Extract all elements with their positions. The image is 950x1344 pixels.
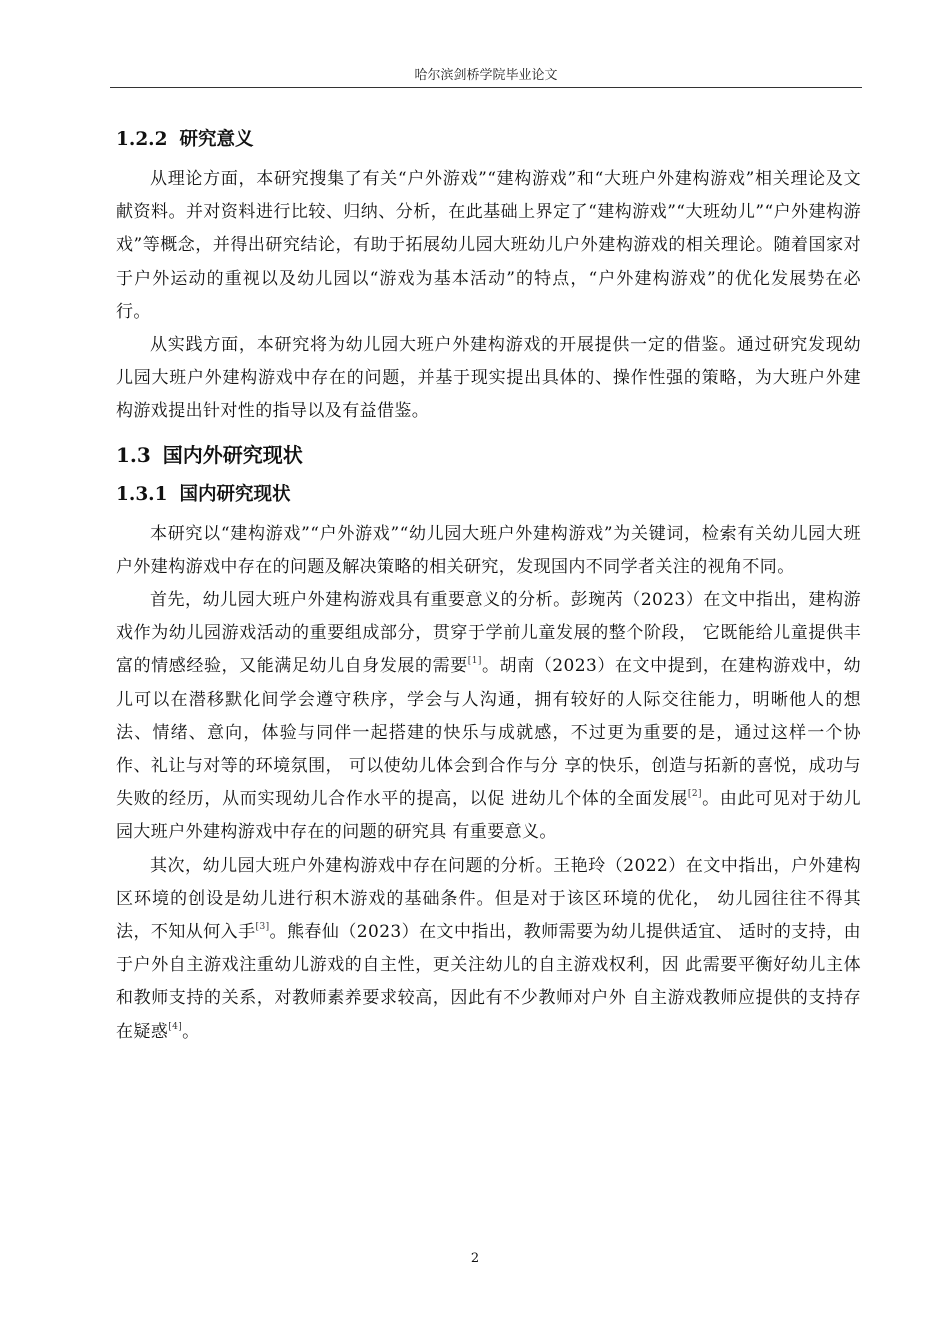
- running-header: 哈尔滨剑桥学院毕业论文: [414, 68, 558, 83]
- paragraph-keywords: 本研究以“建构游戏”“户外游戏”“幼儿园大班户外建构游戏”为关键词，检索有关幼儿园大班户外建构游戏中存在的问题及解决策略的相关研究，发现国内不同学者关注的视角不同。: [116, 523, 861, 577]
- text-run: 。由此可见对于幼儿园大班户外建构游戏中存在的问题的研究具 有重要意义。: [116, 789, 861, 843]
- citation-ref-2[interactable]: [2]: [687, 789, 702, 800]
- paragraph-practice: 从实践方面，本研究将为幼儿园大班户外建构游戏的开展提供一定的借鉴。通过研究发现幼儿园大班户外建构游戏中存在的问题，并基于现实提出具体的、操作性强的策略，为大班户外建构游戏提出针对性的指导以及有益借鉴。: [116, 335, 861, 422]
- section-number: 1.2.2: [116, 129, 168, 150]
- section-heading-1-3: [116, 435, 861, 475]
- section-heading-1-2-2: [116, 124, 861, 156]
- section-title: 国内研究现状: [179, 483, 291, 505]
- text-run: 首先，幼儿园大班户外建构游戏具有重要意义的分析。彭琬芮（2023）在文中指出，建构游戏作为幼儿园游戏活动的重要组成部分，贯穿于学前儿童发展的整个阶段， 它既能给儿童提供丰富的情感经验，又能满足幼儿自身发展的需要: [116, 590, 861, 677]
- section-number: 1.3.1: [116, 483, 168, 505]
- citation-ref-1[interactable]: [1]: [467, 656, 482, 667]
- paragraph-theory: 从理论方面，本研究搜集了有关“户外游戏”“建构游戏”和“大班户外建构游戏”相关理论及文献资料。并对资料进行比较、归纳、分析，在此基础上界定了“建构游戏”“大班幼儿”“户外建构游戏”等概念，并得出研究结论，有助于拓展幼儿园大班幼儿户外建构游戏的相关理论。随着国家对于户外运动的重视以及幼儿园以“游戏为基本活动”的特点，“户外建构游戏”的优化发展势在必行。: [116, 169, 861, 322]
- citation-ref-3[interactable]: [3]: [255, 922, 270, 933]
- text-run: 其次，幼儿园大班户外建构游戏中存在问题的分析。王艳玲（2022）在文中指出，户外建构区环境的创设是幼儿进行积木游戏的基础条件。但是对于该区环境的优化， 幼儿园往往不得其法，不知从何入手: [116, 855, 861, 943]
- text-run: 。熊春仙（2023）在文中指出，教师需要为幼儿提供适宜、 适时的支持，由于户外自主游戏注重幼儿游戏的自主性，更关注幼儿的自主游戏权利，因 此需要平衡好幼儿主体和教师支持的关系，对教师素养要求较高，因此有不少教师对户外 自主游戏教师应提供的支持存在疑惑: [116, 922, 861, 1042]
- citation-ref-4[interactable]: [4]: [168, 1021, 183, 1032]
- paragraph-problems: [116, 850, 861, 1049]
- paragraph-significance: [116, 584, 861, 850]
- text-run: 。胡南（2023）在文中提到，在建构游戏中，幼儿可以在潜移默化间学会遵守秩序，学会与人沟通，拥有较好的人际交往能力，明晰他人的想法、情绪、意向，体验与同伴一起搭建的快乐与成就感，不过更为重要的是，通过这样一个协作、礼让与对等的环境氛围， 可以使幼儿体会到合作与分 享的快乐，创造与拓新的喜悦，成功与失败的经历，从而实现幼儿合作水平的提高，以促 进幼儿个体的全面发展: [116, 656, 862, 810]
- header-divider: [110, 87, 862, 88]
- page-body: [116, 124, 861, 1049]
- text-run: 。: [182, 1021, 200, 1042]
- section-title: 国内外研究现状: [162, 442, 303, 467]
- page-number: 2: [470, 1251, 480, 1266]
- section-heading-1-3-1: [116, 479, 861, 511]
- section-number: 1.3: [116, 442, 151, 467]
- section-title: 研究意义: [179, 129, 254, 150]
